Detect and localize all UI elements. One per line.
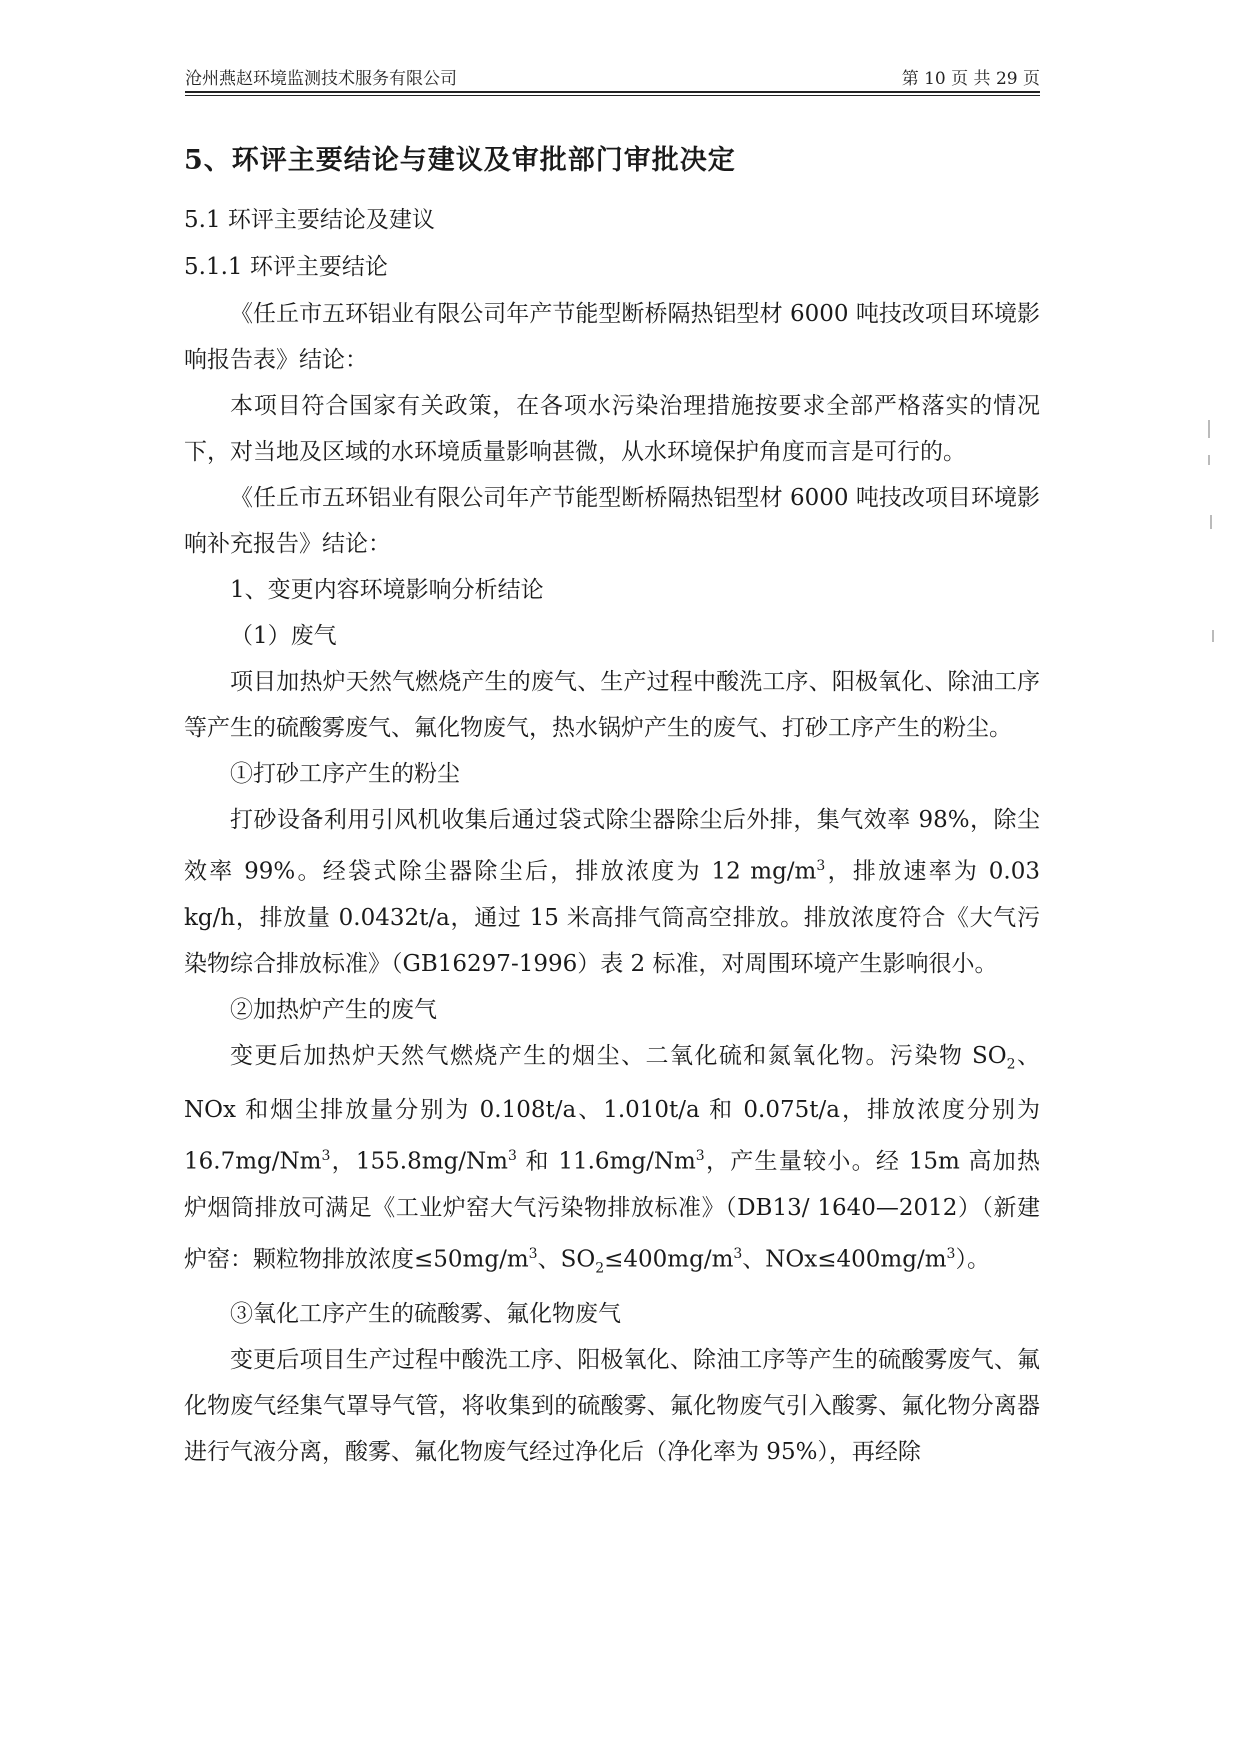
superscript: 3 bbox=[733, 1245, 743, 1262]
header-company: 沧州燕赵环境监测技术服务有限公司 bbox=[185, 69, 457, 89]
subsection-heading: 5.1 环评主要结论及建议 bbox=[184, 207, 435, 233]
text-run: 、NOx 和烟尘排放量分别为 0.108t/a、1.010t/a 和 0.075t/a，排放浓度分别为 16.7mg/Nm bbox=[184, 1042, 1040, 1175]
scan-artifact bbox=[1208, 455, 1210, 465]
paragraph-report-conclusion-intro: 《任丘市五环铝业有限公司年产节能型断桥隔热铝型材 6000 吨技改项目环境影响报告表》结论： bbox=[184, 301, 1040, 373]
section-heading: 5、环评主要结论与建议及审批部门审批决定 bbox=[184, 145, 736, 176]
text-run: 、NOx≤400mg/m bbox=[742, 1246, 947, 1273]
header-rule-thin bbox=[185, 95, 1040, 96]
text-run: ≤400mg/m bbox=[604, 1246, 734, 1273]
paragraph-waste-gas-heading: （1）废气 bbox=[230, 623, 337, 649]
scan-artifact bbox=[1208, 420, 1210, 438]
superscript: 3 bbox=[946, 1245, 956, 1262]
paragraph-furnace-emissions bbox=[184, 1033, 1040, 1292]
paragraph-water-conclusion: 本项目符合国家有关政策，在各项水污染治理措施按要求全部严格落实的情况下，对当地及区域的水环境质量影响甚微，从水环境保护角度而言是可行的。 bbox=[184, 393, 1040, 465]
document-body bbox=[184, 130, 1040, 1475]
subscript: 2 bbox=[595, 1260, 605, 1277]
paragraph-sanding-heading: ①打砂工序产生的粉尘 bbox=[230, 761, 460, 787]
scan-artifact bbox=[1210, 515, 1212, 529]
superscript: 3 bbox=[695, 1148, 705, 1165]
paragraph-sanding-dust bbox=[184, 797, 1040, 987]
text-run: 打砂设备利用引风机收集后通过袋式除尘器除尘后外排，集气效率 98%，除尘效率 99%。经袋式除尘器除尘后，排放浓度为 12 mg/m bbox=[184, 807, 1040, 885]
subsubsection-heading: 5.1.1 环评主要结论 bbox=[184, 254, 388, 280]
text-run: ，排放速率为 0.03 kg/h，排放量 0.0432t/a，通过 15 米高排气筒高空排放。排放浓度符合《大气污染物综合排放标准》（GB16297-1996）表 2 标准，对周围环境产生影响很小。 bbox=[184, 858, 1040, 977]
text-run: ，产生量较小。经 15m 高加热炉烟筒排放可满足《工业炉窑大气污染物排放标准》（DB13/ 1640—2012）（新建炉窑：颗粒物排放浓度≤50mg/m bbox=[184, 1148, 1041, 1273]
text-run: ）。 bbox=[955, 1246, 990, 1273]
paragraph-furnace-heading: ②加热炉产生的废气 bbox=[230, 996, 437, 1023]
paragraph-supplement-intro: 《任丘市五环铝业有限公司年产节能型断桥隔热铝型材 6000 吨技改项目环境影响补充报告》结论： bbox=[184, 485, 1040, 557]
superscript: 3 bbox=[816, 858, 826, 874]
header-rule bbox=[185, 91, 1040, 93]
text-run: 和 11.6mg/Nm bbox=[516, 1148, 696, 1175]
text-run: ，155.8mg/Nm bbox=[330, 1148, 508, 1175]
paragraph-oxidation-heading: ③氧化工序产生的硫酸雾、氟化物废气 bbox=[230, 1301, 621, 1328]
text-run: 、SO bbox=[537, 1246, 596, 1273]
text-run: 变更后加热炉天然气燃烧产生的烟尘、二氧化硫和氮氧化物。污染物 SO bbox=[230, 1042, 1007, 1069]
superscript: 3 bbox=[507, 1148, 517, 1165]
paragraph-oxidation-gas: 变更后项目生产过程中酸洗工序、阳极氧化、除油工序等产生的硫酸雾废气、氟化物废气经集气罩导气管，将收集到的硫酸雾、氟化物废气引入酸雾、氟化物分离器进行气液分离，酸雾、氟化物废气经过净化后（净化率为 95%），再经除 bbox=[184, 1347, 1040, 1466]
paragraph-change-heading: 1、变更内容环境影响分析结论 bbox=[230, 577, 544, 603]
superscript: 3 bbox=[528, 1245, 538, 1262]
paragraph-waste-gas-sources: 项目加热炉天然气燃烧产生的废气、生产过程中酸洗工序、阳极氧化、除油工序等产生的硫酸雾废气、氟化物废气，热水锅炉产生的废气、打砂工序产生的粉尘。 bbox=[184, 669, 1040, 741]
superscript: 3 bbox=[321, 1148, 331, 1165]
page-header bbox=[185, 62, 1040, 90]
header-page-info: 第 10 页 共 29 页 bbox=[901, 69, 1040, 89]
scan-artifact bbox=[1212, 630, 1214, 642]
subscript: 2 bbox=[1006, 1056, 1016, 1073]
